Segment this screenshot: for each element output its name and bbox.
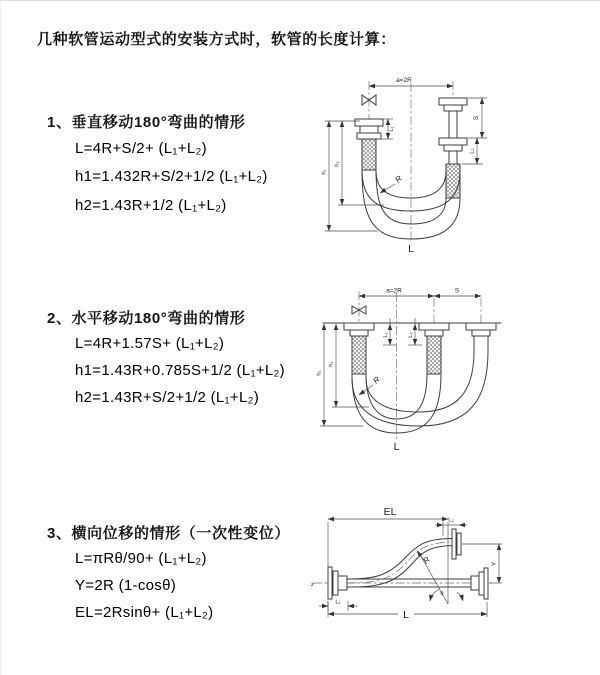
- dim-label-s: S: [473, 115, 480, 121]
- upper-flange-fitting: [452, 529, 461, 559]
- moved-pipe-fitting: [466, 323, 496, 351]
- centerlines: [359, 291, 481, 439]
- left-pipe-fitting: [355, 119, 383, 170]
- formula-line: L=4R+1.57S+ (L₁+L₂): [75, 335, 225, 352]
- dim-s: [468, 98, 487, 138]
- section-1-heading: 1、垂直移动180°弯曲的情形: [47, 114, 246, 131]
- diagram-horizontal-180: [309, 283, 600, 463]
- dim-label-y: Y: [491, 561, 498, 567]
- dim-label-el: EL: [383, 506, 397, 518]
- radius-callout: [359, 375, 382, 395]
- centerline-mark: z: [311, 582, 314, 588]
- dim-l2: [408, 318, 422, 345]
- formula-line: EL=2Rsinθ+ (L₁+L₂): [75, 604, 214, 621]
- braided-hose-section: [352, 336, 366, 374]
- dim-label-l2: L₂: [448, 517, 454, 524]
- middle-pipe-fitting: [419, 323, 449, 374]
- dim-label-l: L: [403, 609, 409, 621]
- formula-line: L=4R+S/2+ (L₁+L₂): [75, 140, 207, 157]
- angle-label: θ: [440, 591, 444, 597]
- dim-label-l1: L₁: [389, 126, 395, 132]
- formula-line: h2=1.43R+S/2+1/2 (L₁+L₂): [75, 389, 260, 406]
- dim-l2: [435, 518, 467, 537]
- dim-label-h1: h₁: [316, 370, 323, 376]
- braided-hose-section: [446, 164, 460, 198]
- dim-label-h2: h₂: [334, 161, 341, 167]
- radius-label: R: [393, 173, 404, 185]
- dim-label-a2r: a=2R: [396, 77, 412, 84]
- left-flange-fitting: [328, 567, 347, 599]
- hose-s-curve: [349, 539, 452, 588]
- radius-label: R: [371, 374, 382, 386]
- formula-line: h1=1.432R+S/2+1/2 (L₁+L₂): [75, 168, 268, 185]
- page-title: 几种软管运动型式的安装方式时，软管的长度计算：: [37, 31, 396, 48]
- length-label: L: [393, 441, 400, 453]
- dim-label-l1: L₁: [383, 332, 389, 338]
- dim-label-l1: L₁: [335, 599, 341, 606]
- lower-right-flange-fitting: [471, 568, 488, 599]
- section-3-heading: 3、横向位移的情形（一次性变位）: [47, 525, 290, 542]
- formula-line: h2=1.43R+1/2 (L₁+L₂): [75, 197, 227, 214]
- dim-label-l2: L₂: [469, 148, 476, 154]
- dim-label-a2r: a=2R: [386, 287, 402, 295]
- length-label: L: [408, 243, 414, 255]
- formula-line: h1=1.43R+0.785S+1/2 (L₁+L₂): [75, 362, 285, 379]
- dim-l1: [319, 600, 357, 612]
- radius-label: R: [421, 554, 432, 566]
- diagram-lateral-displacement: [299, 499, 600, 661]
- hose-u-bend: [352, 351, 488, 433]
- section-2-heading: 2、水平移动180°弯曲的情形: [47, 310, 246, 327]
- dim-label-s: S: [454, 287, 460, 295]
- dim-label-h2: h₂: [328, 361, 335, 367]
- dim-a2r-s: [359, 288, 481, 297]
- braided-hose-section: [362, 139, 376, 170]
- dim-l: [328, 599, 487, 621]
- dim-l1: [383, 318, 397, 345]
- dim-label-l2: L₂: [408, 332, 414, 338]
- braided-hose-section: [427, 336, 441, 374]
- formula-line: Y=2R (1-cosθ): [75, 577, 177, 594]
- diagram-vertical-180: [316, 71, 600, 266]
- left-pipe-fitting: [344, 323, 374, 374]
- dim-label-h1: h₁: [321, 169, 328, 175]
- formula-line: L=πRθ/90+ (L₁+L₂): [75, 550, 207, 567]
